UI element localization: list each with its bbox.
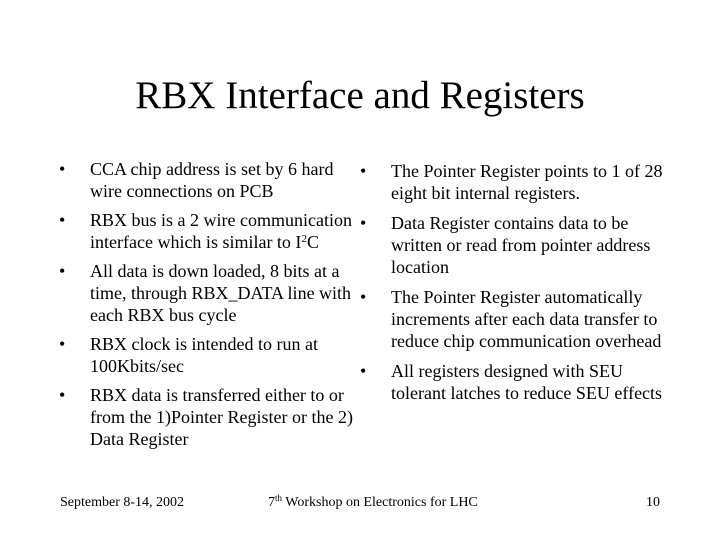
- footer-date: September 8-14, 2002: [60, 495, 185, 510]
- bullet-icon: •: [360, 361, 367, 381]
- bullet-icon: •: [59, 159, 66, 179]
- list-item: [358, 160, 668, 204]
- list-item: [358, 360, 668, 404]
- bullet-text: RBX clock is intended to run at 100Kbits/sec: [90, 334, 318, 376]
- list-item: [57, 333, 357, 377]
- right-bullet-list: [358, 160, 668, 412]
- list-item: [57, 209, 357, 253]
- conference-name: Workshop on Electronics for LHC: [282, 495, 478, 510]
- bullet-text: Data Register contains data to be written or read from pointer address location: [391, 213, 651, 277]
- bullet-text: All registers designed with SEU tolerant latches to reduce SEU effects: [391, 361, 663, 403]
- list-item: [358, 286, 668, 352]
- superscript: 2: [301, 233, 307, 245]
- bullet-text: The Pointer Register points to 1 of 28 eight bit internal registers.: [391, 161, 663, 203]
- left-bullet-list: [57, 158, 357, 457]
- list-item: [57, 384, 357, 450]
- list-item: [57, 158, 357, 202]
- bullet-icon: •: [360, 287, 367, 307]
- bullet-text: RBX bus is a 2 wire communication interface which is similar to I: [90, 210, 352, 252]
- bullet-text: All data is down loaded, 8 bits at a time, through RBX_DATA line with each RBX bus cycle: [90, 261, 352, 325]
- conference-number: 7: [268, 495, 275, 510]
- list-item: [358, 212, 668, 278]
- bullet-text: CCA chip address is set by 6 hard wire connections on PCB: [90, 159, 334, 201]
- page-number: 10: [646, 495, 660, 510]
- bullet-text: The Pointer Register automatically increments after each data transfer to reduce chip communication overhead: [391, 287, 662, 351]
- bullet-text-suffix: C: [306, 232, 319, 252]
- bullet-icon: •: [59, 385, 66, 405]
- bullet-icon: •: [360, 213, 367, 233]
- conference-ordinal-suffix: th: [275, 493, 283, 503]
- bullet-text: RBX data is transferred either to or from the 1)Pointer Register or the 2) Data Register: [90, 385, 353, 449]
- bullet-icon: •: [59, 261, 66, 281]
- list-item: [57, 260, 357, 326]
- bullet-icon: •: [360, 161, 367, 181]
- bullet-icon: •: [59, 334, 66, 354]
- slide-title: RBX Interface and Registers: [135, 74, 585, 117]
- bullet-icon: •: [59, 210, 66, 230]
- footer-conference: [268, 494, 478, 512]
